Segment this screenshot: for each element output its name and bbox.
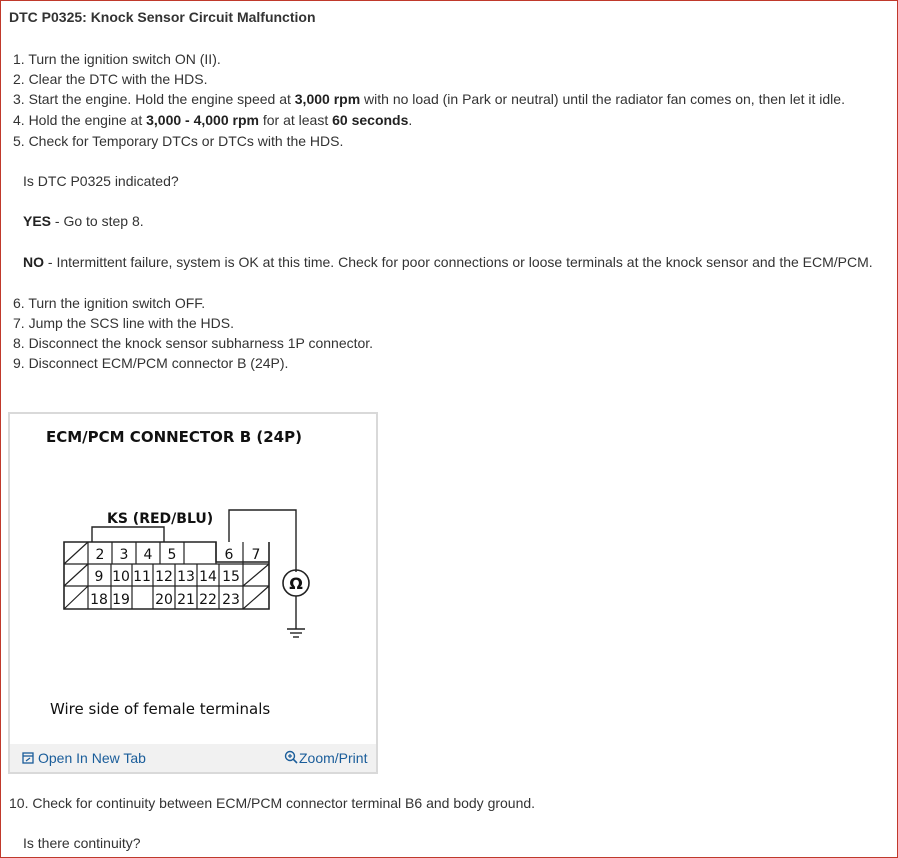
pin-23: 23: [222, 592, 240, 608]
connector-diagram: [10, 454, 376, 714]
figure-footer: [10, 744, 376, 772]
pin-19: 19: [112, 592, 130, 608]
step-2: 2. Clear the DTC with the HDS.: [13, 71, 208, 87]
answer-no: NO - Intermittent failure, system is OK at this time. Check for poor connections or loose terminals at the knock sensor and the ECM/PCM.: [23, 254, 873, 270]
step-6: 6. Turn the ignition switch OFF.: [13, 295, 206, 311]
step-5: 5. Check for Temporary DTCs or DTCs with the HDS.: [13, 133, 344, 149]
open-new-tab-icon: [22, 752, 34, 764]
step-3: 3. Start the engine. Hold the engine speed at 3,000 rpm with no load (in Park or neutral) until the radiator fan comes on, then let it idle.: [13, 91, 845, 107]
step-1: 1. Turn the ignition switch ON (II).: [13, 51, 221, 67]
step-10: 10. Check for continuity between ECM/PCM connector terminal B6 and body ground.: [9, 795, 536, 811]
pin-7: 7: [251, 547, 261, 563]
pin-2: 2: [95, 547, 105, 563]
diagram-title: ECM/PCM CONNECTOR B (24P): [46, 428, 302, 446]
pin-4: 4: [143, 547, 153, 563]
ks-label: KS (RED/BLU): [107, 511, 214, 527]
zoom-print-link[interactable]: Zoom/Print: [284, 750, 367, 766]
step-4: 4. Hold the engine at 3,000 - 4,000 rpm for at least 60 seconds.: [13, 112, 413, 128]
ground-icon: [287, 629, 305, 637]
answer-yes: YES - Go to step 8.: [23, 213, 144, 229]
ohm-symbol: Ω: [289, 574, 303, 593]
pin-18: 18: [90, 592, 108, 608]
pin-9: 9: [94, 569, 104, 585]
pin-12: 12: [155, 569, 173, 585]
step-8: 8. Disconnect the knock sensor subharness 1P connector.: [13, 335, 374, 351]
pin-14: 14: [199, 569, 217, 585]
pin-11: 11: [133, 569, 151, 585]
pin-5: 5: [167, 547, 177, 563]
pin-21: 21: [177, 592, 195, 608]
pin-15: 15: [222, 569, 240, 585]
pin-13: 13: [177, 569, 195, 585]
zoom-icon: [284, 750, 298, 764]
connector-figure: [8, 412, 378, 774]
pin-22: 22: [199, 592, 217, 608]
question-continuity: Is there continuity?: [23, 835, 141, 851]
page-title: DTC P0325: Knock Sensor Circuit Malfunction: [9, 9, 316, 25]
open-new-tab-link[interactable]: Open In New Tab: [22, 750, 146, 766]
question-dtc-indicated: Is DTC P0325 indicated?: [23, 173, 179, 189]
step-9: 9. Disconnect ECM/PCM connector B (24P).: [13, 355, 289, 371]
diagram-caption: Wire side of female terminals: [50, 700, 271, 718]
pin-3: 3: [119, 547, 129, 563]
step-7: 7. Jump the SCS line with the HDS.: [13, 315, 234, 331]
pin-10: 10: [112, 569, 130, 585]
pin-6: 6: [224, 547, 234, 563]
pin-20: 20: [155, 592, 173, 608]
